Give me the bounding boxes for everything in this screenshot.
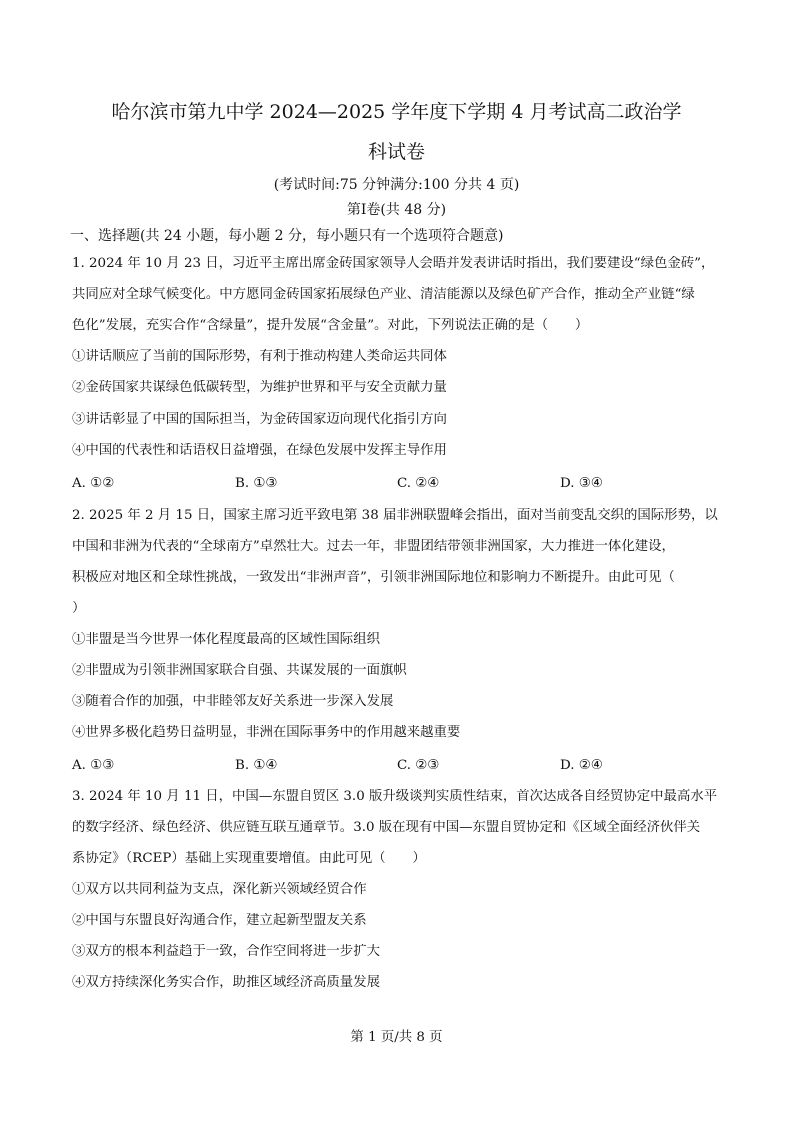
volume-heading: 第Ⅰ卷(共 48 分) (346, 202, 447, 218)
option-c[interactable]: C. ②④ (397, 476, 440, 491)
question-1-stem-line-2: 共同应对全球气候变化。中方愿同金砖国家拓展绿色产业、清洁能源以及绿色矿产合作，推动全产业链“绿 (72, 287, 695, 302)
question-3-stem-line-2: 的数字经济、绿色经济、供应链互联互通章节。3.0 版在现有中国—东盟自贸协定和《区域全面经济伙伴关 (72, 820, 701, 835)
question-3-statement-3: ③双方的根本利益趋于一致，合作空间将进一步扩大 (72, 944, 380, 959)
question-2-statement-4: ④世界多极化趋势日益明显，非洲在国际事务中的作用越来越重要 (72, 725, 461, 740)
option-b[interactable]: B. ①④ (235, 758, 278, 773)
question-2-statement-3: ③随着合作的加强，中非睦邻友好关系进一步深入发展 (72, 694, 394, 709)
option-b[interactable]: B. ①③ (235, 476, 278, 491)
question-2-stem-line-3: 积极应对地区和全球性挑战，一致发出“非洲声音”，引领非洲国际地位和影响力不断提升。由此可见（ (72, 570, 675, 585)
question-1-stem-line-3: 色化”发展，充实合作“含绿量”，提升发展“含金量”。对此，下列说法正确的是（ ） (72, 318, 589, 333)
option-d[interactable]: D. ②④ (560, 758, 603, 773)
option-c[interactable]: C. ②③ (397, 758, 440, 773)
option-a[interactable]: A. ①② (72, 476, 115, 491)
page-footer: 第 1 页/共 8 页 (350, 1030, 443, 1045)
exam-info: (考试时间:75 分钟满分:100 分共 4 页) (273, 177, 520, 193)
question-2-stem-line-1: 2. 2025 年 2 月 15 日，国家主席习近平致电第 38 届非洲联盟峰会指出，面对当前变乱交织的国际形势，以 (72, 508, 718, 523)
question-1-stem-line-1: 1. 2024 年 10 月 23 日，习近平主席出席金砖国家领导人会晤并发表讲话时指出，我们要建设“绿色金砖”， (72, 256, 715, 271)
question-3-stem-line-1: 3. 2024 年 10 月 11 日，中国—东盟自贸区 3.0 版升级谈判实质性结束，首次达成各自经贸协定中最高水平 (72, 789, 718, 804)
question-2-stem-line-2: 中国和非洲为代表的“全球南方”卓然壮大。过去一年，非盟团结带领非洲国家，大力推进一体化建设， (72, 539, 675, 554)
section-heading: 一、选择题(共 24 小题，每小题 2 分，每小题只有一个选项符合题意) (70, 228, 504, 244)
question-3-statement-4: ④双方持续深化务实合作，助推区域经济高质量发展 (72, 975, 380, 990)
question-1-statement-3: ③讲话彰显了中国的国际担当，为金砖国家迈向现代化指引方向 (72, 412, 447, 427)
option-a[interactable]: A. ①③ (72, 758, 115, 773)
question-2-stem-line-4: ） (72, 601, 86, 616)
exam-title-line-1: 哈尔滨市第九中学 2024—2025 学年度下学期 4 月考试高二政治学 (111, 101, 682, 123)
question-3-stem-line-3: 系协定》（RCEP）基础上实现重要增值。由此可见（ ） (72, 851, 426, 866)
question-3-statement-2: ②中国与东盟良好沟通合作，建立起新型盟友关系 (72, 913, 367, 928)
question-3-statement-1: ①双方以共同利益为支点，深化新兴领域经贸合作 (72, 882, 367, 897)
question-2-statement-1: ①非盟是当今世界一体化程度最高的区域性国际组织 (72, 632, 380, 647)
question-2-statement-2: ②非盟成为引领非洲国家联合自强、共谋发展的一面旗帜 (72, 663, 407, 678)
question-1-statement-1: ①讲话顺应了当前的国际形势，有利于推动构建人类命运共同体 (72, 349, 447, 364)
option-d[interactable]: D. ③④ (560, 476, 603, 491)
question-1-statement-2: ②金砖国家共谋绿色低碳转型，为维护世界和平与安全贡献力量 (72, 380, 447, 395)
question-1-statement-4: ④中国的代表性和话语权日益增强，在绿色发展中发挥主导作用 (72, 443, 447, 458)
exam-title-line-2: 科试卷 (367, 141, 425, 163)
question-2-options (72, 758, 727, 776)
question-1-options (72, 476, 727, 494)
